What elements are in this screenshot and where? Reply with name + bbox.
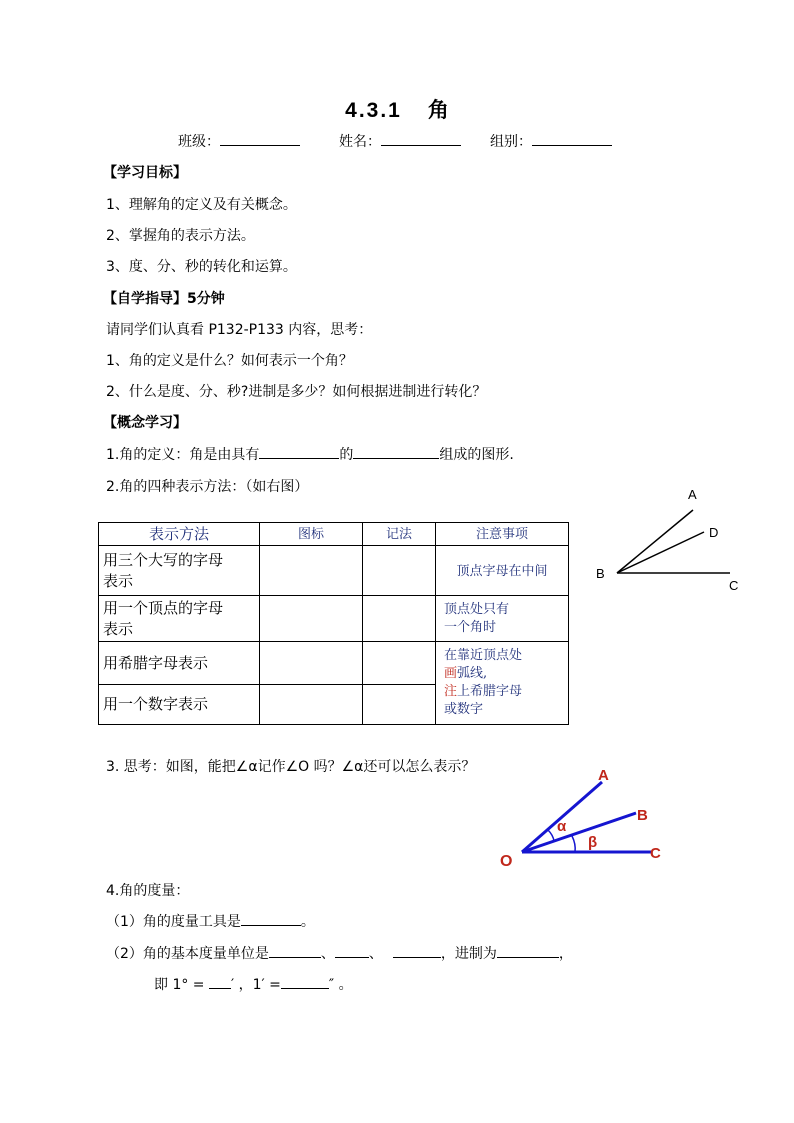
measure-text: （2）角的基本度量单位是 bbox=[106, 946, 269, 962]
method-cell bbox=[99, 596, 260, 642]
base-blank bbox=[497, 945, 559, 958]
note-text: 一个角时 bbox=[444, 619, 497, 635]
measure-text: ， bbox=[558, 946, 573, 962]
notation-cell bbox=[363, 685, 436, 725]
method-text: 用希腊字母表示 bbox=[103, 653, 209, 672]
angle-figure-abc bbox=[592, 484, 752, 594]
label-beta: β bbox=[588, 834, 598, 851]
unit-blank-3 bbox=[393, 945, 441, 958]
label-a: A bbox=[688, 487, 697, 502]
minutes-blank bbox=[209, 976, 231, 989]
note-text: 上希腊字母 bbox=[457, 684, 523, 699]
merged-note-cell bbox=[436, 642, 569, 725]
unit-blank-2 bbox=[335, 945, 369, 958]
header-notes: 注意事项 bbox=[436, 523, 569, 546]
notation-cell bbox=[363, 642, 436, 685]
title-number: 4.3.1 bbox=[345, 99, 402, 122]
note-text-red: 注 bbox=[444, 684, 458, 699]
title-char: 角 bbox=[427, 99, 449, 122]
note-text: 在靠近顶点处 bbox=[444, 648, 523, 663]
icon-cell bbox=[260, 685, 363, 725]
icon-cell bbox=[260, 642, 363, 685]
measure-text: 。 bbox=[300, 914, 315, 930]
method-text: 用一个顶点的字母 bbox=[103, 598, 224, 617]
header-notation: 记法 bbox=[363, 523, 436, 546]
measure-line-3 bbox=[154, 976, 353, 994]
method-text: 用三个大写的字母 bbox=[103, 550, 224, 569]
note-text: 或数字 bbox=[444, 702, 484, 717]
label-b: B bbox=[596, 566, 605, 581]
measure-line-2 bbox=[106, 945, 573, 963]
arc-beta bbox=[572, 836, 575, 852]
measure-text: 、 bbox=[320, 946, 335, 962]
measure-text: 、 bbox=[368, 946, 383, 962]
goal-item: 2、掌握角的表示方法。 bbox=[106, 228, 255, 244]
name-label: 姓名： bbox=[339, 134, 381, 150]
header-method: 表示方法 bbox=[99, 523, 260, 546]
ray-ba bbox=[617, 510, 693, 573]
self-study-q2: 2、什么是度、分、秒?进制是多少？如何根据进制进行转化？ bbox=[106, 384, 487, 400]
page-title bbox=[0, 94, 794, 124]
ray-ob bbox=[522, 813, 636, 852]
definition-text-b: 的 bbox=[339, 447, 354, 463]
label-o: O bbox=[500, 853, 513, 870]
goal-item: 3、度、分、秒的转化和运算。 bbox=[106, 259, 297, 275]
table-row bbox=[99, 642, 569, 685]
note-text: 顶点字母在中间 bbox=[456, 564, 548, 579]
note-text-red: 画 bbox=[444, 666, 458, 681]
table-header-row bbox=[99, 523, 569, 546]
measure-text: ′ ，1′ = bbox=[231, 977, 281, 993]
notation-cell bbox=[363, 596, 436, 642]
header-icon: 图标 bbox=[260, 523, 363, 546]
class-label: 班级： bbox=[178, 134, 220, 150]
definition-blank-1 bbox=[259, 446, 339, 459]
ray-bd bbox=[617, 532, 704, 573]
question-3: 3. 思考：如图，能把∠α记作∠O 吗？∠α还可以怎么表示？ bbox=[106, 759, 476, 775]
definition-text-c: 组成的图形. bbox=[439, 447, 514, 463]
note-text: 顶点处只有 bbox=[444, 601, 510, 617]
definition-line bbox=[106, 446, 514, 464]
method-cell bbox=[99, 642, 260, 685]
label-alpha: α bbox=[557, 818, 567, 835]
definition-text-a: 1.角的定义：角是由具有 bbox=[106, 447, 260, 463]
method-cell bbox=[99, 685, 260, 725]
angle-notation-table bbox=[98, 522, 569, 725]
group-blank bbox=[532, 133, 612, 146]
class-blank bbox=[220, 133, 300, 146]
unit-blank-1 bbox=[269, 945, 321, 958]
self-study-heading: 【自学指导】5分钟 bbox=[103, 291, 225, 307]
measure-heading: 4.角的度量： bbox=[106, 883, 190, 899]
measure-text: ，进制为 bbox=[440, 946, 497, 962]
group-label: 组别： bbox=[490, 134, 532, 150]
measure-text: 即 1° = bbox=[154, 977, 209, 993]
method-cell bbox=[99, 546, 260, 596]
icon-cell bbox=[260, 546, 363, 596]
arc-alpha bbox=[548, 830, 554, 841]
note-cell bbox=[436, 546, 569, 596]
table-row bbox=[99, 596, 569, 642]
note-text: 弧线, bbox=[457, 666, 488, 681]
measure-text: ″ 。 bbox=[328, 977, 353, 993]
method-text: 表示 bbox=[103, 619, 134, 638]
class-field bbox=[178, 133, 300, 151]
self-study-intro: 请同学们认真看 P132-P133 内容，思考： bbox=[106, 322, 373, 338]
label-b: B bbox=[637, 807, 648, 824]
table-row bbox=[99, 546, 569, 596]
note-cell bbox=[436, 596, 569, 642]
angle-figure-alpha-beta bbox=[496, 760, 676, 875]
label-c: C bbox=[729, 578, 739, 593]
icon-cell bbox=[260, 596, 363, 642]
label-a: A bbox=[598, 767, 609, 784]
goals-heading: 【学习目标】 bbox=[103, 165, 187, 181]
notation-cell bbox=[363, 546, 436, 596]
goal-item: 1、理解角的定义及有关概念。 bbox=[106, 197, 297, 213]
concept-heading: 【概念学习】 bbox=[103, 415, 187, 431]
name-field bbox=[339, 133, 461, 151]
definition-blank-2 bbox=[353, 446, 439, 459]
label-d: D bbox=[709, 525, 719, 540]
label-c: C bbox=[650, 845, 661, 862]
methods-line: 2.角的四种表示方法：（如右图） bbox=[106, 479, 309, 495]
group-field bbox=[490, 133, 612, 151]
measure-text: （1）角的度量工具是 bbox=[106, 914, 241, 930]
self-study-q1: 1、角的定义是什么？如何表示一个角？ bbox=[106, 353, 353, 369]
tool-blank bbox=[241, 913, 301, 926]
seconds-blank bbox=[281, 976, 329, 989]
method-text: 表示 bbox=[103, 571, 134, 590]
measure-line-1 bbox=[106, 913, 315, 931]
name-blank bbox=[381, 133, 461, 146]
method-text: 用一个数字表示 bbox=[103, 695, 209, 713]
